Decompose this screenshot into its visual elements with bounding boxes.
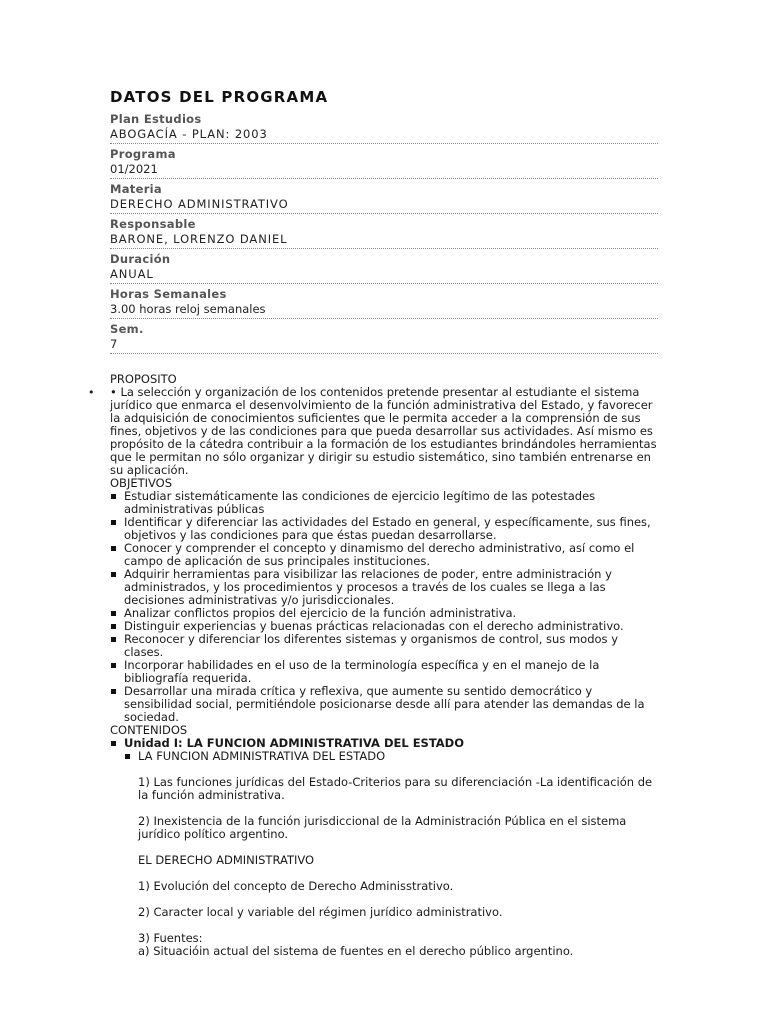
sub-title: LA FUNCION ADMINISTRATIVA DEL ESTADO <box>138 749 386 763</box>
contenidos-heading: CONTENIDOS <box>110 723 188 737</box>
field-label: Duración <box>110 252 171 266</box>
field-label: Sem. <box>110 322 144 336</box>
list-item: Distinguir experiencias y buenas prácticas relacionadas con el derecho administrativo. <box>124 620 658 633</box>
unit-title: Unidad I: LA FUNCION ADMINISTRATIVA DEL ESTADO <box>124 736 465 750</box>
objetivos-heading: OBJETIVOS <box>110 476 173 490</box>
field-label: Materia <box>110 182 162 196</box>
derecho-heading: EL DERECHO ADMINISTRATIVO <box>138 853 315 867</box>
square-bullet-icon <box>111 689 116 694</box>
content-paragraph: 2) Caracter local y variable del régimen jurídico administrativo. <box>138 905 503 919</box>
field-programa <box>110 147 658 179</box>
field-value: ANUAL <box>110 267 154 281</box>
field-label: Responsable <box>110 217 196 231</box>
square-bullet-icon <box>111 546 116 551</box>
field-value: 3.00 horas reloj semanales <box>110 302 266 316</box>
square-bullet-icon <box>125 754 130 759</box>
field-duracion <box>110 252 658 284</box>
square-bullet-icon <box>111 624 116 629</box>
contenidos-section <box>110 724 658 958</box>
proposito-text: • La selección y organización de los contenidos pretende presentar al estudiante el sistema jurídico que enmarca el desenvolvimiento de la función administrativa del Estado, y favorecer la adquisición de conocimientos suficientes que le permita acceder a la comprensión de sus fines, objetivos y de las condiciones para que pueda desarrollar sus actividades. Así mismo es propósito de la cátedra contribuir a la formación de los estudiantes brindándoles herramientas que le permitan no sólo organizar y dirigir su estudio sistemático, sino también entrenarse en su aplicación. <box>110 385 657 477</box>
objetivos-list <box>110 490 658 724</box>
square-bullet-icon <box>111 663 116 668</box>
contenidos-list <box>110 737 658 958</box>
field-horas-semanales <box>110 287 658 319</box>
field-value: BARONE, LORENZO DANIEL <box>110 232 288 246</box>
program-fields <box>110 112 658 354</box>
unit-sublist <box>124 750 658 958</box>
content-paragraph: 1) Evolución del concepto de Derecho Adminisstrativo. <box>138 879 454 893</box>
content-paragraph: 2) Inexistencia de la función jurisdiccional de la Administración Pública en el sistema jurídico político argentino. <box>138 814 627 841</box>
square-bullet-icon <box>111 741 116 746</box>
list-item: Incorporar habilidades en el uso de la terminología específica y en el manejo de la bibliografía requerida. <box>124 659 658 685</box>
field-responsable <box>110 217 658 249</box>
square-bullet-icon <box>111 572 116 577</box>
field-value: ABOGACÍA - PLAN: 2003 <box>110 127 268 141</box>
list-item: Estudiar sistemáticamente las condiciones de ejercicio legítimo de las potestades administrativas públicas <box>124 490 658 516</box>
square-bullet-icon <box>111 520 116 525</box>
objetivos-section <box>110 477 658 724</box>
field-sem <box>110 322 658 354</box>
list-item: Reconocer y diferenciar los diferentes sistemas y organismos de control, sus modos y clases. <box>124 633 658 659</box>
field-value: 7 <box>110 337 118 351</box>
program-document <box>88 88 658 958</box>
list-item: Adquirir herramientas para visibilizar las relaciones de poder, entre administración y administrados, y los procedimientos y procesos a través de los cuales se llega a las decisiones administrativas y/o jurisdiccionales. <box>124 568 658 607</box>
unit-item <box>124 737 658 958</box>
field-value: 01/2021 <box>110 162 158 176</box>
proposito-section <box>88 372 658 477</box>
content-paragraph: 1) Las funciones jurídicas del Estado-Criterios para su diferenciación -La identificación de la función administrativa. <box>138 775 653 802</box>
field-plan-estudios <box>110 112 658 144</box>
square-bullet-icon <box>111 637 116 642</box>
content-paragraph: 3) Fuentes: <box>138 931 203 945</box>
field-label: Programa <box>110 147 176 161</box>
page-title: DATOS DEL PROGRAMA <box>110 88 329 106</box>
square-bullet-icon <box>111 494 116 499</box>
field-label: Horas Semanales <box>110 287 227 301</box>
sub-item <box>138 750 658 958</box>
list-item: Conocer y comprender el concepto y dinamismo del derecho administrativo, así como el campo de aplicación de sus principales instituciones. <box>124 542 658 568</box>
proposito-item <box>88 385 658 477</box>
field-label: Plan Estudios <box>110 112 202 126</box>
proposito-heading: PROPOSITO <box>110 372 177 386</box>
bullet-icon: • <box>88 386 95 399</box>
field-materia <box>110 182 658 214</box>
list-item: Identificar y diferenciar las actividades del Estado en general, y específicamente, sus fines, objetivos y las condiciones para que éstas puedan desarrollarse. <box>124 516 658 542</box>
content-paragraph: a) Situacióin actual del sistema de fuentes en el derecho público argentino. <box>138 944 574 958</box>
list-item: Analizar conflictos propios del ejercicio de la función administrativa. <box>124 607 658 620</box>
list-item: Desarrollar una mirada crítica y reflexiva, que aumente su sentido democrático y sensibilidad social, permitiéndole posicionarse desde allí para atender las demandas de la sociedad. <box>124 685 658 724</box>
square-bullet-icon <box>111 611 116 616</box>
field-value: DERECHO ADMINISTRATIVO <box>110 197 289 211</box>
